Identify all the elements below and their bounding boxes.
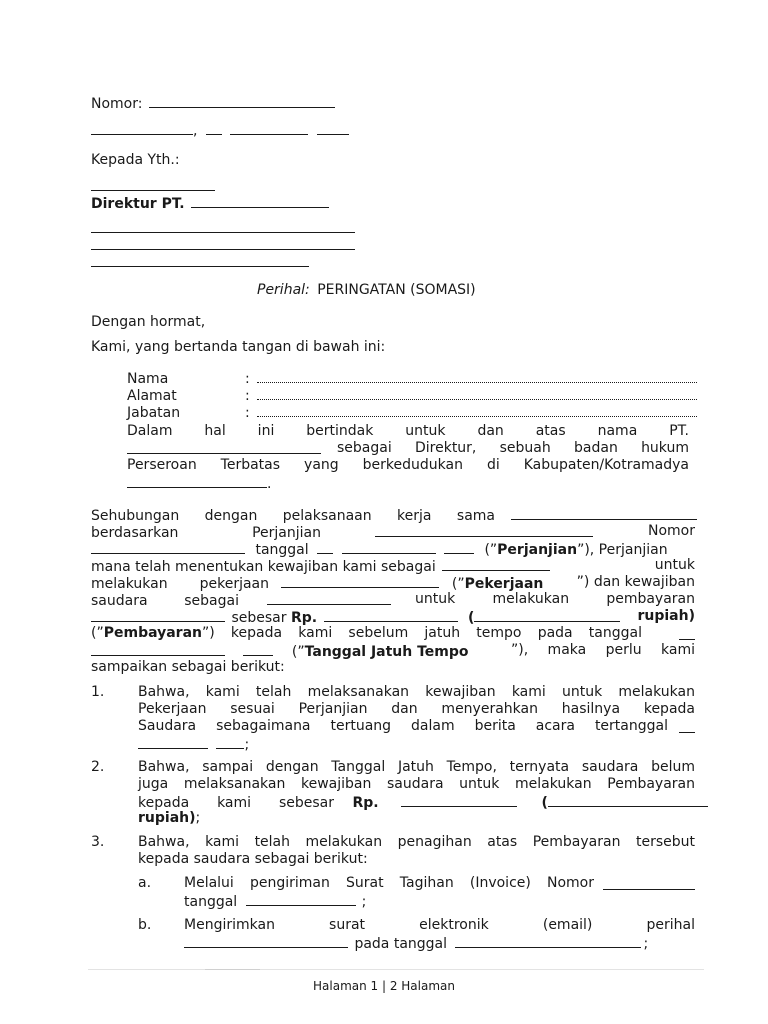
body-text-2a: berdasarkan Perjanjian [91,525,321,541]
alamat-colon: : [245,388,250,404]
body-text-9a: (” [291,644,305,660]
subpoint-a-line-2 [184,892,366,911]
point-2-rupiah: rupiah) [138,810,196,826]
subpoint-b-line-2 [184,934,648,953]
recipient-name-blank [91,177,215,191]
body-line-10: sampaikan sebagai berikut: [91,659,285,675]
kepada-line: Kepada Yth.: [91,152,180,168]
footer-divider [88,969,704,970]
body-text-3d: ”), Perjanjian [577,542,668,558]
nomor-line [91,94,335,113]
nomor-blank [149,94,335,108]
point-2-line-2: juga melaksanakan kewajiban saudara untuk melakukan Pembayaran [138,776,695,792]
nomor-label: Nomor: [91,96,143,112]
point-2-number: 2. [91,759,105,775]
place-date-line [91,121,349,140]
due-day-blank [679,626,695,640]
payment-desc-blank [91,608,225,622]
subpoint-a-text-1: Melalui pengiriman Surat Tagihan (Invoice) Nomor [184,875,594,891]
point-2-line-3 [138,793,695,812]
capacity-line-3: Perseroan Terbatas yang berkedudukan di Kabupaten/Kotramadya [127,457,689,473]
agreement-year-blank [444,540,474,554]
address-line-3 [91,253,309,272]
greeting: Dengan hormat, [91,314,206,330]
body-text-6a: saudara sebagai [91,593,239,609]
year-blank [317,121,349,135]
cooperation-blank [511,506,697,520]
body-text-5d: ”) dan kewajiban [576,574,695,590]
point-2-line-4 [138,810,200,827]
body-text-7a: sebesar [231,610,287,626]
perihal-label: Perihal: [257,282,310,298]
place-comma: , [193,123,198,139]
body-text-4b: untuk [654,557,695,573]
point-2-words-blank [548,793,708,807]
body-text-9c: ”), maka perlu kami [511,642,695,658]
term-tanggal-jatuh-tempo: Tanggal Jatuh Tempo [304,644,469,660]
identity-alamat-row [127,387,697,405]
body-line-8 [91,625,695,642]
body-text-5a: melakukan pekerjaan [91,576,269,592]
amount-words-open: ( [467,610,475,626]
identity-nama-row [127,370,697,388]
address-blank-3 [91,253,309,267]
point-3-number: 3. [91,834,105,850]
body-text-3a: tanggal [255,542,309,558]
our-role-blank [442,557,550,571]
point-1-line-1: Bahwa, kami telah melaksanakan kewajiban kami untuk melakukan [138,684,695,700]
point-2-rp: Rp. [352,795,379,811]
currency-rp: Rp. [290,610,318,626]
point-2-amount-blank [401,793,517,807]
intro-line: Kami, yang bertanda tangan di bawah ini: [91,339,386,355]
point-1-text-3: Saudara sebagaimana tertuang dalam berita acara tertanggal [138,718,668,734]
amount-blank [324,608,458,622]
nama-colon: : [245,371,250,387]
subpoint-a-text-2: tanggal [184,894,238,910]
capacity-period: . [267,476,272,492]
body-text-8a: (” [91,625,104,641]
nama-label: Nama [127,371,169,387]
nama-dotted-line [257,370,697,383]
invoice-number-blank [603,876,695,890]
direktur-line [91,194,329,213]
point-3-line-2: kepada saudara sebagai berikut: [138,851,368,867]
point-1-line-4 [138,735,249,754]
alamat-dotted-line [257,387,697,400]
body-text-1: Sehubungan dengan pelaksanaan kerja sama [91,508,495,524]
your-role-blank [267,591,391,605]
point-1-month-blank [138,735,208,749]
agreement-month-blank [342,540,436,554]
subpoint-b-end: ; [643,936,649,952]
email-date-blank [455,934,641,948]
footer-divider-accent [205,969,260,970]
point-1-line-3 [138,718,695,735]
point-1-number: 1. [91,684,105,700]
subpoint-a-end: ; [361,894,367,910]
rupiah-label: rupiah) [637,608,695,624]
point-1-day-blank [679,719,695,733]
capacity-line-4 [127,474,271,493]
body-text-3b: (” [484,542,498,558]
point-1-line-2: Pekerjaan sesuai Perjanjian dan menyerahkan hasilnya kepada [138,701,695,717]
term-pembayaran: Pembayaran [103,625,202,641]
month-blank [230,121,308,135]
capacity-text-2: sebagai Direktur, sebuah badan hukum [337,440,689,456]
page-footer: Halaman 1 | 2 Halaman [313,979,455,993]
capacity-line-1: Dalam hal ini bertindak untuk dan atas nama PT. [127,423,689,439]
point-2-line-1: Bahwa, sampai dengan Tanggal Jatuh Tempo, ternyata saudara belum [138,759,695,775]
jabatan-colon: : [245,405,250,421]
address-blank-1 [91,219,355,233]
address-blank-2 [91,236,355,250]
point-2-open: ( [541,795,548,811]
subpoint-a-line-1 [184,875,695,892]
email-subject-blank [184,934,348,948]
body-text-2b: Nomor [648,523,695,539]
point-1-year-blank [216,735,244,749]
identity-jabatan-row [127,404,697,422]
alamat-label: Alamat [127,388,177,404]
day-blank [206,121,222,135]
agreement-day-blank [317,540,333,554]
point-3-line-1: Bahwa, kami telah melakukan penagihan atas Pembayaran tersebut [138,834,695,850]
body-text-5b: (” [451,576,465,592]
subpoint-b-text-2: pada tanggal [354,936,448,952]
jabatan-dotted-line [257,404,697,417]
company-blank [127,440,321,454]
term-pekerjaan: Pekerjaan [464,576,544,592]
agreement-number-blank [91,540,245,554]
due-year-blank [243,642,273,656]
work-blank [281,574,439,588]
subpoint-a-letter: a. [138,875,152,891]
place-blank [91,121,193,135]
direktur-label: Direktur PT. [91,196,185,212]
term-perjanjian: Perjanjian [497,542,578,558]
subpoint-b-letter: b. [138,917,152,933]
direktur-blank [191,194,329,208]
jabatan-label: Jabatan [127,405,181,421]
city-blank [127,474,267,488]
perihal-title: PERINGATAN (SOMASI) [317,282,476,298]
due-month-blank [91,642,225,656]
body-text-4a: mana telah menentukan kewajiban kami sebagai [91,559,436,575]
amount-words-blank [474,608,620,622]
agreement-title-blank [375,523,593,537]
perihal-line [257,282,476,299]
point-2-text-3a: kepada kami sebesar [138,795,334,811]
point-1-end: ; [244,737,250,753]
invoice-date-blank [246,892,356,906]
body-text-6b: untuk melakukan pembayaran [415,591,695,607]
body-text-8c: ”) kepada kami sebelum jatuh tempo pada tanggal [202,625,642,641]
point-2-end: ; [195,810,201,826]
subpoint-b-line-1: Mengirimkan surat elektronik (email) perihal [184,917,695,933]
